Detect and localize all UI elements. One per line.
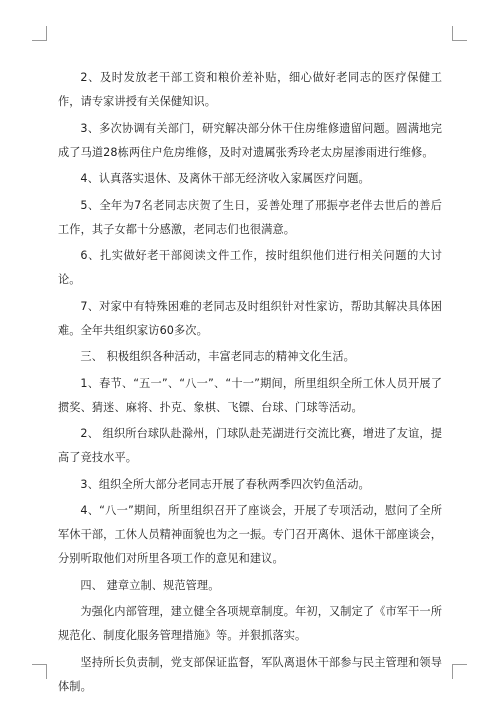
paragraph-activity-1: 1、春节、“五一”、“八一”、“十一”期间，所里组织全所工休人员开展了掼奖、猜迷、麻将、扑克、象棋、飞镖、台球、门球等活动。 <box>58 376 442 414</box>
paragraph-activity-2: 2、 组织所台球队赴滁州，门球队赴芜湖进行交流比赛，增进了友谊，提高了竞技水平。 <box>58 427 442 464</box>
paragraph-item-4: 4、认真落实退休、及离休干部无经济收入家属医疗问题。 <box>80 172 370 185</box>
paragraph-activity-3: 3、组织全所大部分老同志开展了春秋两季四次钓鱼活动。 <box>80 477 370 491</box>
crop-mark-bottom-left <box>32 664 47 679</box>
paragraph-item-5: 5、全年为7名老同志庆贺了生日，妥善处理了邢振亭老伴去世后的善后工作，其子女都十分感激，老同志们也很满意。 <box>58 198 442 236</box>
section-heading-3: 三、 积极组织各种活动，丰富老同志的精神文化生活。 <box>80 350 355 363</box>
paragraph-regulation: 为强化内部管理，建立健全各项规章制度。年初，又制定了《市军干一所规范化、制度化服务管理措施》等。并狠抓落实。 <box>58 605 442 642</box>
crop-mark-bottom-right <box>452 664 467 679</box>
crop-mark-top-left <box>32 26 47 41</box>
paragraph-item-7: 7、对家中有特殊困难的老同志及时组织针对性家访，帮助其解决具体困难。全年共组织家访60多次。 <box>58 299 442 337</box>
paragraph-item-2: 2、及时发放老干部工资和粮价差补贴，细心做好老同志的医疗保健工作，请专家讲授有关保健知识。 <box>58 71 442 108</box>
paragraph-item-6: 6、扎实做好老干部阅读文件工作，按时组织他们进行相关问题的大讨论。 <box>58 249 442 286</box>
paragraph-activity-4: 4、“八一”期间，所里组织召开了座谈会，开展了专项活动，慰问了全所军休干部，工休人员精神面貌也为之一振。专门召开离休、退休干部座谈会，分别听取他们对所里各项工作的意见和建议。 <box>58 504 442 565</box>
crop-mark-top-right <box>452 26 467 41</box>
document-body <box>58 66 442 701</box>
paragraph-leadership: 坚持所长负责制，党支部保证监督，军队离退休干部参与民主管理和领导体制。 <box>58 655 442 693</box>
section-heading-4: 四、 建章立制、规范管理。 <box>80 578 220 592</box>
paragraph-item-3: 3、多次协调有关部门，研究解决部分休干住房维修遗留问题。圆满地完成了马道28栋两住户危房维修，及时对遗属张秀玲老太房屋渗雨进行维修。 <box>58 121 442 159</box>
